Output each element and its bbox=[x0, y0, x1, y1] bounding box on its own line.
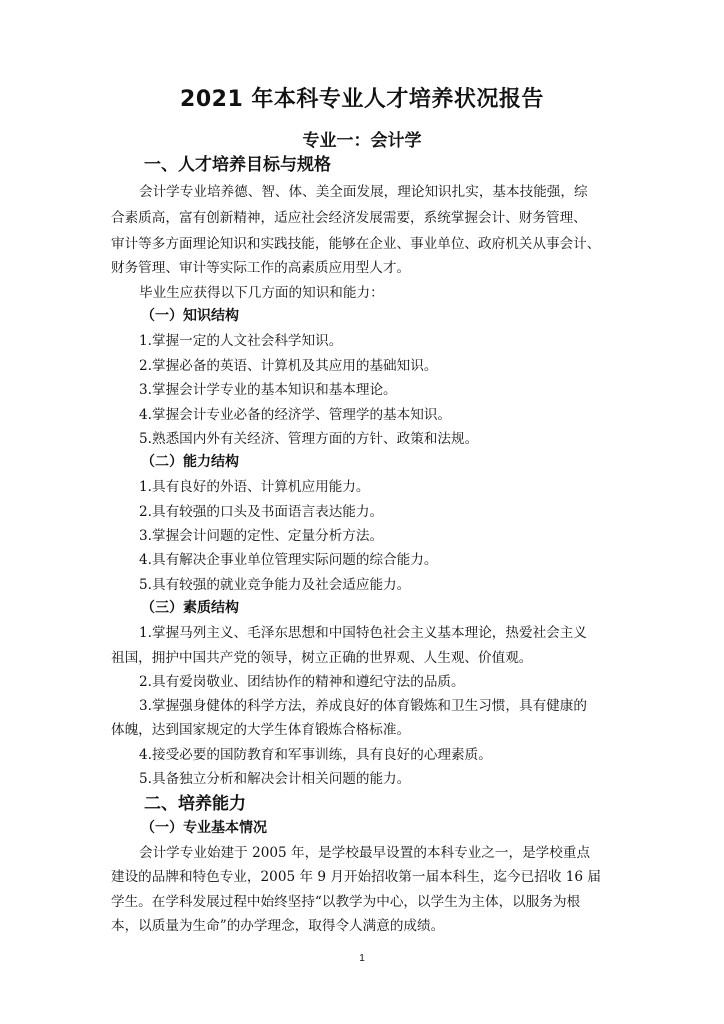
ability-item: 1.具有良好的外语、计算机应用能力。 bbox=[139, 479, 370, 495]
subsection-heading-basic: （一）专业基本情况 bbox=[141, 820, 267, 836]
quality-line: 祖国，拥护中国共产党的领导，树立正确的世界观、人生观、价值观。 bbox=[111, 650, 533, 666]
intro-line: 会计学专业培养德、智、体、美全面发展，理论知识扎实，基本技能强，综 bbox=[139, 184, 588, 200]
knowledge-item: 3.掌握会计学专业的基本知识和基本理论。 bbox=[139, 382, 397, 398]
ability-item: 5.具有较强的就业竞争能力及社会适应能力。 bbox=[139, 577, 411, 593]
page-number: 1 bbox=[359, 953, 365, 964]
intro-line: 财务管理、审计等实际工作的高素质应用型人才。 bbox=[111, 260, 411, 276]
intro-line: 毕业生应获得以下几方面的知识和能力： bbox=[139, 285, 384, 301]
quality-line: 3.掌握强身健体的科学方法，养成良好的体育锻炼和卫生习惯，具有健康的 bbox=[139, 698, 587, 714]
basic-line: 建设的品牌和特色专业，2005 年 9 月开始招收第一届本科生，迄今已招收 16 届 bbox=[111, 869, 601, 885]
subsection-heading-ability: （二）能力结构 bbox=[141, 454, 239, 470]
quality-line: 1.掌握马列主义、毛泽东思想和中国特色社会主义基本理论，热爱社会主义 bbox=[139, 625, 587, 641]
basic-line: 会计学专业始建于 2005 年，是学校最早设置的本科专业之一，是学校重点 bbox=[139, 845, 591, 861]
intro-line: 审计等多方面理论知识和实践技能，能够在企业、事业单位、政府机关从事会计、 bbox=[111, 236, 601, 252]
quality-line: 2.具有爱岗敬业、团结协作的精神和遵纪守法的品质。 bbox=[139, 674, 465, 690]
major-subtitle: 专业一：会计学 bbox=[302, 131, 422, 151]
section-heading-capacity: 二、培养能力 bbox=[144, 794, 246, 814]
subsection-heading-knowledge: （一）知识结构 bbox=[141, 308, 239, 324]
ability-item: 4.具有解决企事业单位管理实际问题的综合能力。 bbox=[139, 552, 438, 568]
basic-line: 本，以质量为生命”的办学理念，取得令人满意的成绩。 bbox=[111, 918, 445, 934]
ability-item: 3.掌握会计问题的定性、定量分析方法。 bbox=[139, 528, 384, 544]
quality-line: 体魄，达到国家规定的大学生体育锻炼合格标准。 bbox=[111, 722, 411, 738]
intro-line: 合素质高，富有创新精神，适应社会经济发展需要，系统掌握会计、财务管理、 bbox=[111, 210, 587, 226]
quality-line: 4.接受必要的国防教育和军事训练，具有良好的心理素质。 bbox=[139, 747, 492, 763]
ability-item: 2.具有较强的口头及书面语言表达能力。 bbox=[139, 504, 384, 520]
knowledge-item: 2.掌握必备的英语、计算机及其应用的基础知识。 bbox=[139, 358, 438, 374]
report-title: 2021 年本科专业人才培养状况报告 bbox=[180, 87, 544, 112]
subsection-heading-quality: （三）素质结构 bbox=[141, 600, 239, 616]
basic-line: 学生。在学科发展过程中始终坚持“以教学为中心，以学生为主体，以服务为根 bbox=[111, 894, 581, 910]
knowledge-item: 5.熟悉国内外有关经济、管理方面的方针、政策和法规。 bbox=[139, 431, 479, 447]
section-heading-goals: 一、人才培养目标与规格 bbox=[144, 155, 331, 175]
knowledge-item: 4.掌握会计专业必备的经济学、管理学的基本知识。 bbox=[139, 407, 452, 423]
quality-line: 5.具备独立分析和解决会计相关问题的能力。 bbox=[139, 771, 411, 787]
knowledge-item: 1.掌握一定的人文社会科学知识。 bbox=[139, 333, 343, 349]
